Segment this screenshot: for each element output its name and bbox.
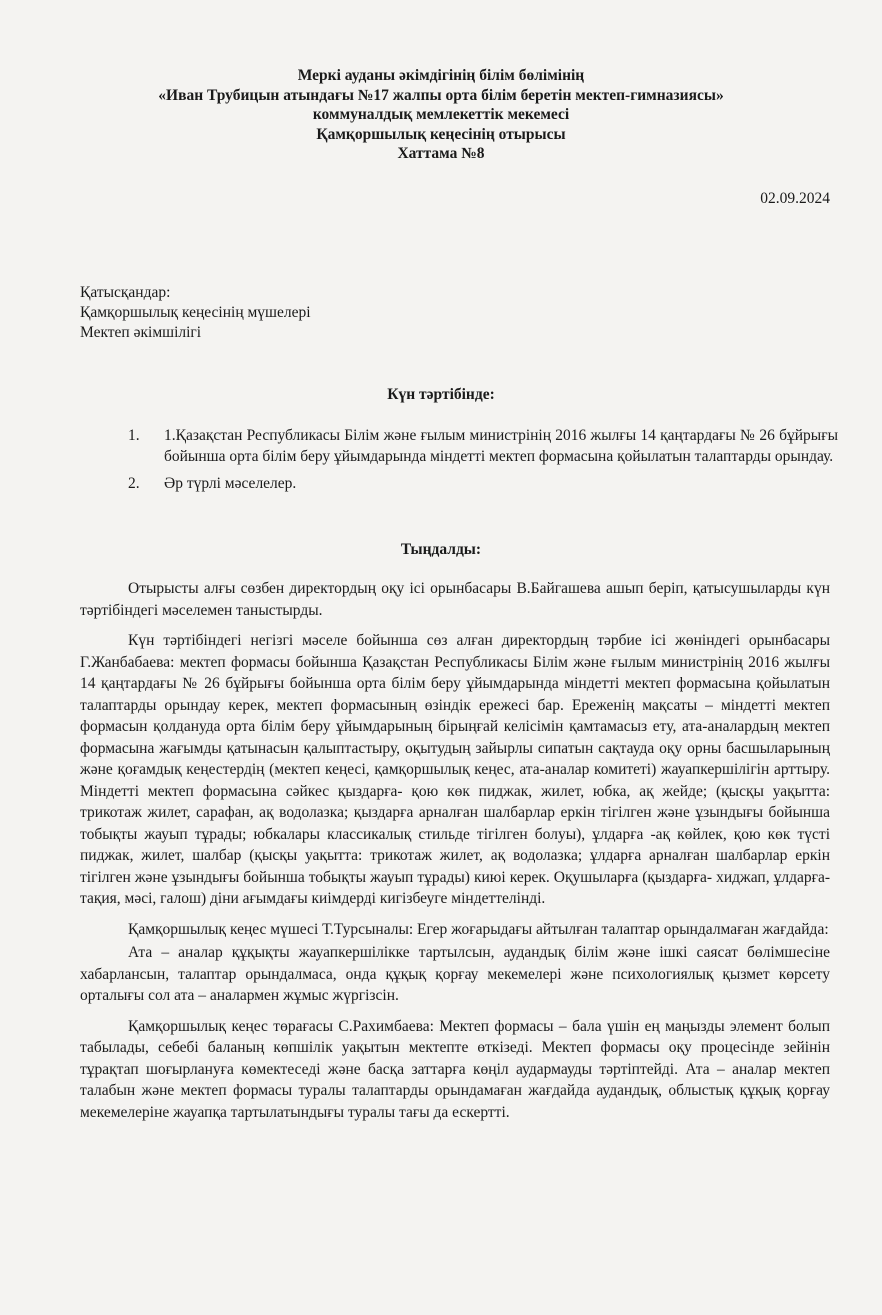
heard-paragraph: Отырысты алғы сөзбен директордың оқу ісі орынбасары В.Байгашева ашып беріп, қатысушыларды күн тәртібіндегі мәселемен таныстырды. [80,580,830,619]
agenda-title: Күн тәртібінде: [387,386,495,403]
participants-block [80,283,311,343]
header-line-protocol-number: Хаттама №8 [397,145,485,162]
agenda-item [128,473,838,494]
header-line-institution-type: коммуналдық мемлекеттік мекемесі [312,106,570,123]
document-date: 02.09.2024 [760,190,830,207]
agenda-list [128,425,838,500]
heard-paragraph: Ата – аналар құқықты жауапкершілікке тартылсын, аудандық білім және ішкі саясат бөлімшесіне хабарлансын, талаптар орындалмаса, онда құқық қорғау мекемелері және психологиялық қызмет көрсету орталығы сол ата – аналармен жұмыс жүргізсін. [80,944,830,1004]
heard-title: Тыңдалды: [400,541,482,558]
header-line-department: Меркі ауданы әкімдігінің білім бөлімінің [297,67,585,84]
participants-label: Қатысқандар: [80,284,171,301]
agenda-item [128,425,838,467]
agenda-item-text: 1.Қазақстан Республикасы Білім және ғылым министрінің 2016 жылғы 14 қаңтардағы № 26 бұйрығы бойынша орта білім беру ұйымдарында міндетті мектеп формасына қойылатын талаптарды орындау. [164,427,838,465]
header-line-meeting: Қамқоршылық кеңесінің отырысы [316,125,566,143]
heard-paragraph: Қамқоршылық кеңес мүшесі Т.Турсыналы: Егер жоғарыдағы айтылған талаптар орындалмаған жағдайда: [128,920,829,938]
heard-paragraph: Қамқоршылық кеңес төрағасы С.Рахимбаева: Мектеп формасы – бала үшін ең маңызды элемент болып табылады, себебі баланың көпшілік уақытын мектепте өткізеді. Мектеп формасы оқу процесінде зейінін тұрақтап шоғырлануға көмектеседі және басқа заттарға көңіл аудармауды тәртіптейді. Ата – аналар мектеп талабын және мектеп формасы туралы талаптарды орындамаған жағдайда аудандық, облыстық құқық қорғау мекемелеріне жауапқа тартылатындығы туралы тағы да ескертті. [80,1017,830,1121]
agenda-item-number: 1. [128,427,140,444]
heard-body [80,578,830,1132]
agenda-item-number: 2. [128,475,140,492]
participant-item: Мектеп әкімшілігі [80,324,202,341]
heard-paragraph: Күн тәртібіндегі негізгі мәселе бойынша сөз алған директордың тәрбие ісі жөніндегі орынбасары Г.Жанбабаева: мектеп формасы бойынша Қазақстан Республикасы Білім және ғылым министрінің 2016 жылғы 14 қаңтардағы № 26 бұйрығы бойынша орта білім беру ұйымдарында міндетті мектеп формасына қойылатын талаптарды орындау керек, мектеп формасының өзіндік ережесі бар. Ереженің мақсаты – міндетті мектеп формасын қолдануда орта білім беру ұйымдарының бірыңғай келісімін қамтамасыз ету, ата-аналардың мектеп формасына жағымды қатынасын қалыптастыру, оқытудың зайырлы сипатын сақтауда оқу орны басшыларының және қоғамдық кеңестердің (мектеп кеңесі, қамқоршылық кеңес, ата-аналар комитеті) жауапкершілігін арттыру. Міндетті мектеп формасына сәйкес қыздарға- қою көк пиджак, жилет, юбка, ақ жейде; (қысқы уақытта: трикотаж жилет, сарафан, ақ водолазка; қыздарға арналған шалбарлар еркін тігілген және ұзындығы бойынша тобықты жауып тұрады; юбкалары классикалық стильде тігілген болуы), ұлдарға -ақ көйлек, қою көк түсті пиджак, жилет, шалбар (қысқы уақытта: трикотаж жилет, ақ водолазка; ұлдарға арналған шалбарлар еркін тігілген және ұзындығы бойынша тобықты жауып тұрады) киюі керек. Оқушыларға (қыздарға- хиджап, ұлдарға- тақия, мәсі, галош) діни ағымдағы киімдерді кигізбеуге міндеттелінді. [80,632,830,907]
participant-item: Қамқоршылық кеңесінің мүшелері [80,304,311,321]
header-line-school-name: «Иван Трубицын атындағы №17 жалпы орта білім беретін мектеп-гимназиясы» [158,86,724,104]
agenda-item-text: Әр түрлі мәселелер. [164,475,297,492]
document-header [0,66,882,164]
